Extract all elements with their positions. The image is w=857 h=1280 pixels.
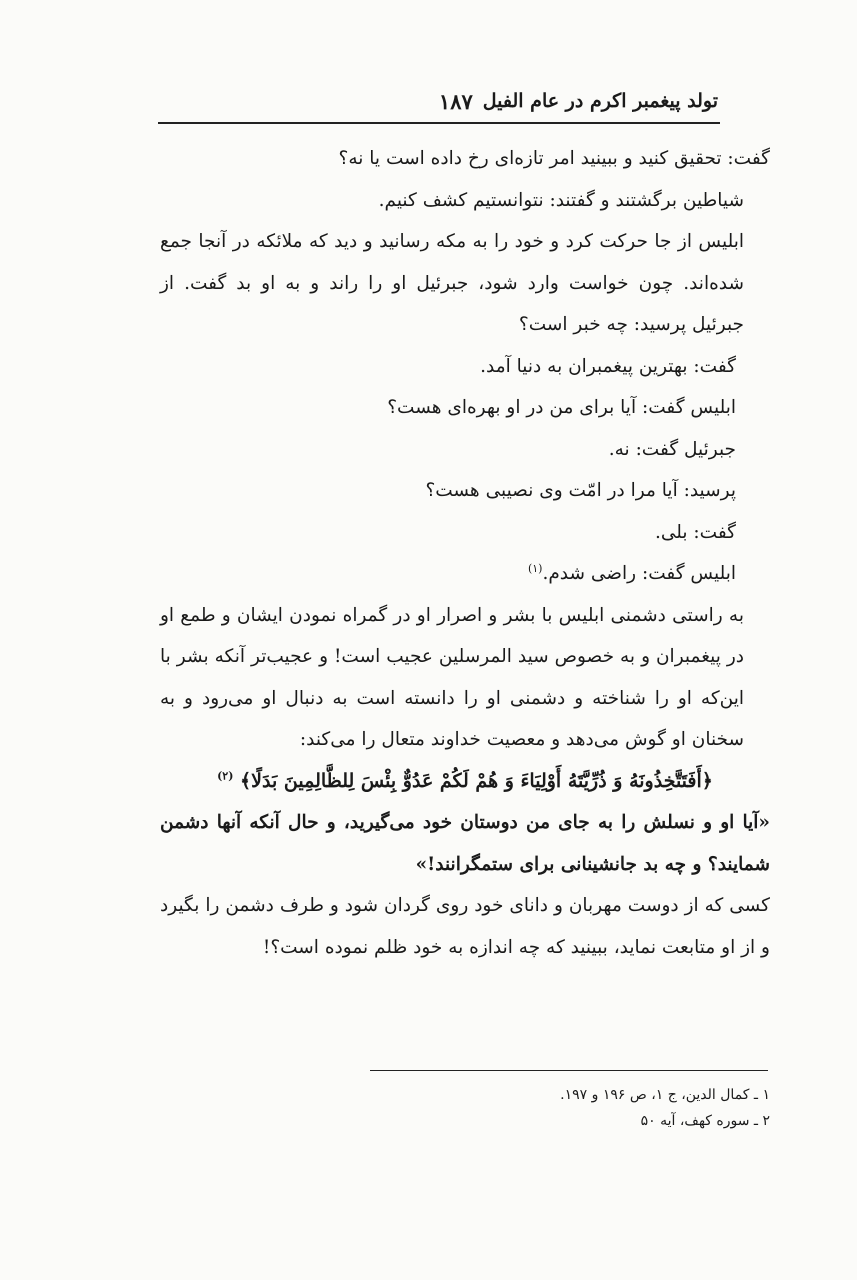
running-header xyxy=(158,86,718,116)
paragraph: گفت: بهترین پیغمبران به دنیا آمد. xyxy=(480,355,736,377)
footnotes xyxy=(400,1082,770,1134)
paragraph: ابلیس از جا حرکت کرد و خود را به مکه رسانید و دید که ملائکه در آنجا جمع شده‌اند. چون خواست وارد شود، جبرئیل او را راند و به او بد گفت. از جبرئیل پرسید: چه خبر است؟ xyxy=(160,231,744,335)
chapter-title: تولد پیغمبر اکرم در عام الفیل xyxy=(482,90,718,112)
paragraph: جبرئیل گفت: نه. xyxy=(608,438,736,460)
paragraph: گفت: بلی. xyxy=(654,521,736,543)
paragraph: شیاطین برگشتند و گفتند: نتوانستیم کشف کنیم. xyxy=(378,189,744,211)
quran-verse xyxy=(160,761,770,803)
page-number: ۱۸۷ xyxy=(438,88,473,114)
paragraph-text: ابلیس گفت: راضی شدم. xyxy=(542,563,736,584)
verse-text: ﴿أَفَتَتَّخِذُونَهُ وَ ذُرِّيَّتَهُ أَوْلِيَاءَ وَ هُمْ لَكُمْ عَدُوٌّ بِئْسَ لِلظَّالِمِينَ بَدَلًا﴾ xyxy=(240,769,713,792)
main-text xyxy=(160,138,770,968)
header-rule xyxy=(158,122,720,124)
footnote-ref: (۱) xyxy=(527,561,543,575)
paragraph: پرسید: آیا مرا در امّت وی نصیبی هست؟ xyxy=(425,480,736,501)
footnote-2: ۲ ـ سوره کهف، آیه ۵۰ xyxy=(640,1113,770,1129)
footnote-ref: (۲) xyxy=(217,769,234,783)
footnote-1: ۱ ـ کمال الدین، ج ۱، ص ۱۹۶ و ۱۹۷. xyxy=(560,1087,770,1103)
paragraph: کسی که از دوست مهربان و دانای خود روی گردان شود و طرف دشمن را بگیرد و از او متابعت نماید، ببینید که چه اندازه به خود ظلم نموده است؟! xyxy=(160,895,770,958)
paragraph: ابلیس گفت: آیا برای من در او بهره‌ای هست؟ xyxy=(387,397,736,418)
paragraph xyxy=(160,553,770,595)
verse-translation: «آیا او و نسلش را به جای من دوستان خود می‌گیرید، و حال آنکه آنها دشمن شمایند؟ و چه بد جانشینانی برای ستمگرانند!» xyxy=(160,812,770,875)
footnote-rule xyxy=(370,1070,768,1071)
paragraph: به راستی دشمنی ابلیس با بشر و اصرار او در گمراه نمودن ایشان و طمع او در پیغمبران و به خصوص سید المرسلین عجیب است! و عجیب‌تر آنکه بشر با این‌که او را شناخته و دشمنی او را دانسته است به دنبال او می‌رود و به سخنان او گوش می‌دهد و معصیت خداوند متعال را می‌کند: xyxy=(160,604,744,750)
paragraph: گفت: تحقیق کنید و ببینید امر تازه‌ای رخ داده است یا نه؟ xyxy=(338,148,770,169)
